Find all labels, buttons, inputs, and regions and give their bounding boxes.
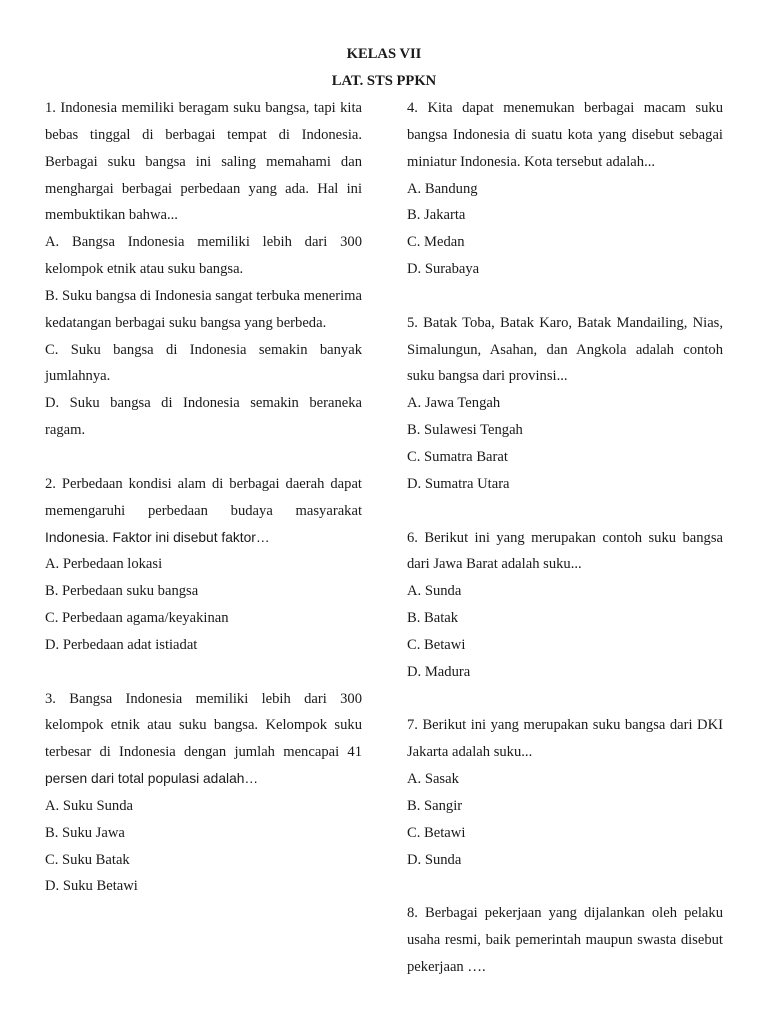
question-stem: 6. Berikut ini yang merupakan contoh suku bangsa dari Jawa Barat adalah suku...: [407, 529, 723, 573]
option-b: B. Jakarta: [407, 207, 466, 224]
answer-options: [45, 793, 362, 900]
answer-options: [407, 176, 723, 283]
option-d: D. Surabaya: [407, 261, 480, 278]
option-b: B. Batak: [407, 610, 459, 627]
option-c: C. Sumatra Barat: [407, 448, 508, 465]
option-b: B. Sulawesi Tengah: [407, 422, 523, 439]
option-a: A. Sunda: [407, 583, 462, 600]
left-column: [45, 95, 362, 927]
option-d: D. Suku Betawi: [45, 878, 138, 895]
question-2: [45, 471, 362, 659]
subject-heading: LAT. STS PPKN: [331, 73, 437, 89]
option-b: B. Suku bangsa di Indonesia sangat terbuka menerima kedatangan berbagai suku bangsa yang berbeda.: [45, 287, 362, 331]
question-stem-part: 3. Bangsa Indonesia memiliki lebih dari 300 kelompok etnik atau suku bangsa. Kelompok suku terbesar di Indonesia dengan jumlah mencapai 41: [45, 690, 362, 761]
question-stem: 5. Batak Toba, Batak Karo, Batak Mandailing, Nias, Simalungun, Asahan, dan Angkola adalah contoh suku bangsa dari provinsi...: [407, 314, 723, 385]
question-stem: [45, 471, 362, 552]
option-d: D. Suku bangsa di Indonesia semakin beraneka ragam.: [45, 395, 362, 439]
option-a: A. Jawa Tengah: [407, 395, 501, 412]
answer-options: [407, 390, 723, 497]
answer-options: [45, 229, 362, 444]
option-a: A. Bandung: [407, 180, 478, 197]
option-b: B. Suku Jawa: [45, 824, 125, 841]
question-stem: 7. Berikut ini yang merupakan suku bangsa dari DKI Jakarta adalah suku...: [407, 717, 723, 761]
right-column: [407, 95, 723, 1008]
question-1: [45, 95, 362, 444]
option-c: C. Perbedaan agama/keyakinan: [45, 610, 229, 627]
class-heading: KELAS VII: [346, 46, 422, 62]
option-d: D. Perbedaan adat istiadat: [45, 636, 198, 653]
question-stem: [45, 686, 362, 793]
answer-options: [45, 551, 362, 658]
question-stem-part: 2. Perbedaan kondisi alam di berbagai daerah dapat memengaruhi perbedaan budaya masyarakat: [45, 475, 362, 519]
option-d: D. Sumatra Utara: [407, 475, 510, 492]
question-stem: 8. Berbagai pekerjaan yang dijalankan oleh pelaku usaha resmi, baik pemerintah maupun swasta disebut pekerjaan ….: [407, 905, 723, 975]
option-b: B. Sangir: [407, 797, 463, 814]
question-6: [407, 525, 723, 686]
question-stem-part: persen dari total populasi adalah…: [45, 771, 259, 787]
option-c: C. Suku bangsa di Indonesia semakin banyak jumlahnya.: [45, 341, 362, 385]
question-4: [407, 95, 723, 283]
question-stem-part: Indonesia. Faktor ini disebut faktor…: [45, 529, 270, 545]
answer-options: [407, 578, 723, 685]
question-stem: 1. Indonesia memiliki beragam suku bangsa, tapi kita bebas tinggal di berbagai tempat di Indonesia. Berbagai suku bangsa ini saling memahami dan menghargai berbagai perbedaan yang ada. Hal ini membuktikan bahwa...: [45, 100, 362, 224]
option-b: B. Perbedaan suku bangsa: [45, 583, 199, 600]
option-a: A. Sasak: [407, 771, 459, 788]
question-7: [407, 712, 723, 873]
option-a: A. Perbedaan lokasi: [45, 556, 163, 573]
option-d: D. Sunda: [407, 851, 462, 868]
question-stem: 4. Kita dapat menemukan berbagai macam suku bangsa Indonesia di suatu kota yang disebut sebagai miniatur Indonesia. Kota tersebut adalah...: [407, 100, 723, 170]
option-a: A. Bangsa Indonesia memiliki lebih dari 300 kelompok etnik atau suku bangsa.: [45, 234, 362, 278]
option-c: C. Medan: [407, 234, 465, 251]
option-a: A. Suku Sunda: [45, 797, 133, 814]
option-c: C. Suku Batak: [45, 851, 130, 868]
question-5: [407, 310, 723, 498]
question-8: [407, 900, 723, 981]
answer-options: [407, 766, 723, 873]
option-c: C. Betawi: [407, 824, 466, 841]
option-d: D. Madura: [407, 663, 471, 680]
question-3: [45, 686, 362, 901]
option-c: C. Betawi: [407, 636, 466, 653]
